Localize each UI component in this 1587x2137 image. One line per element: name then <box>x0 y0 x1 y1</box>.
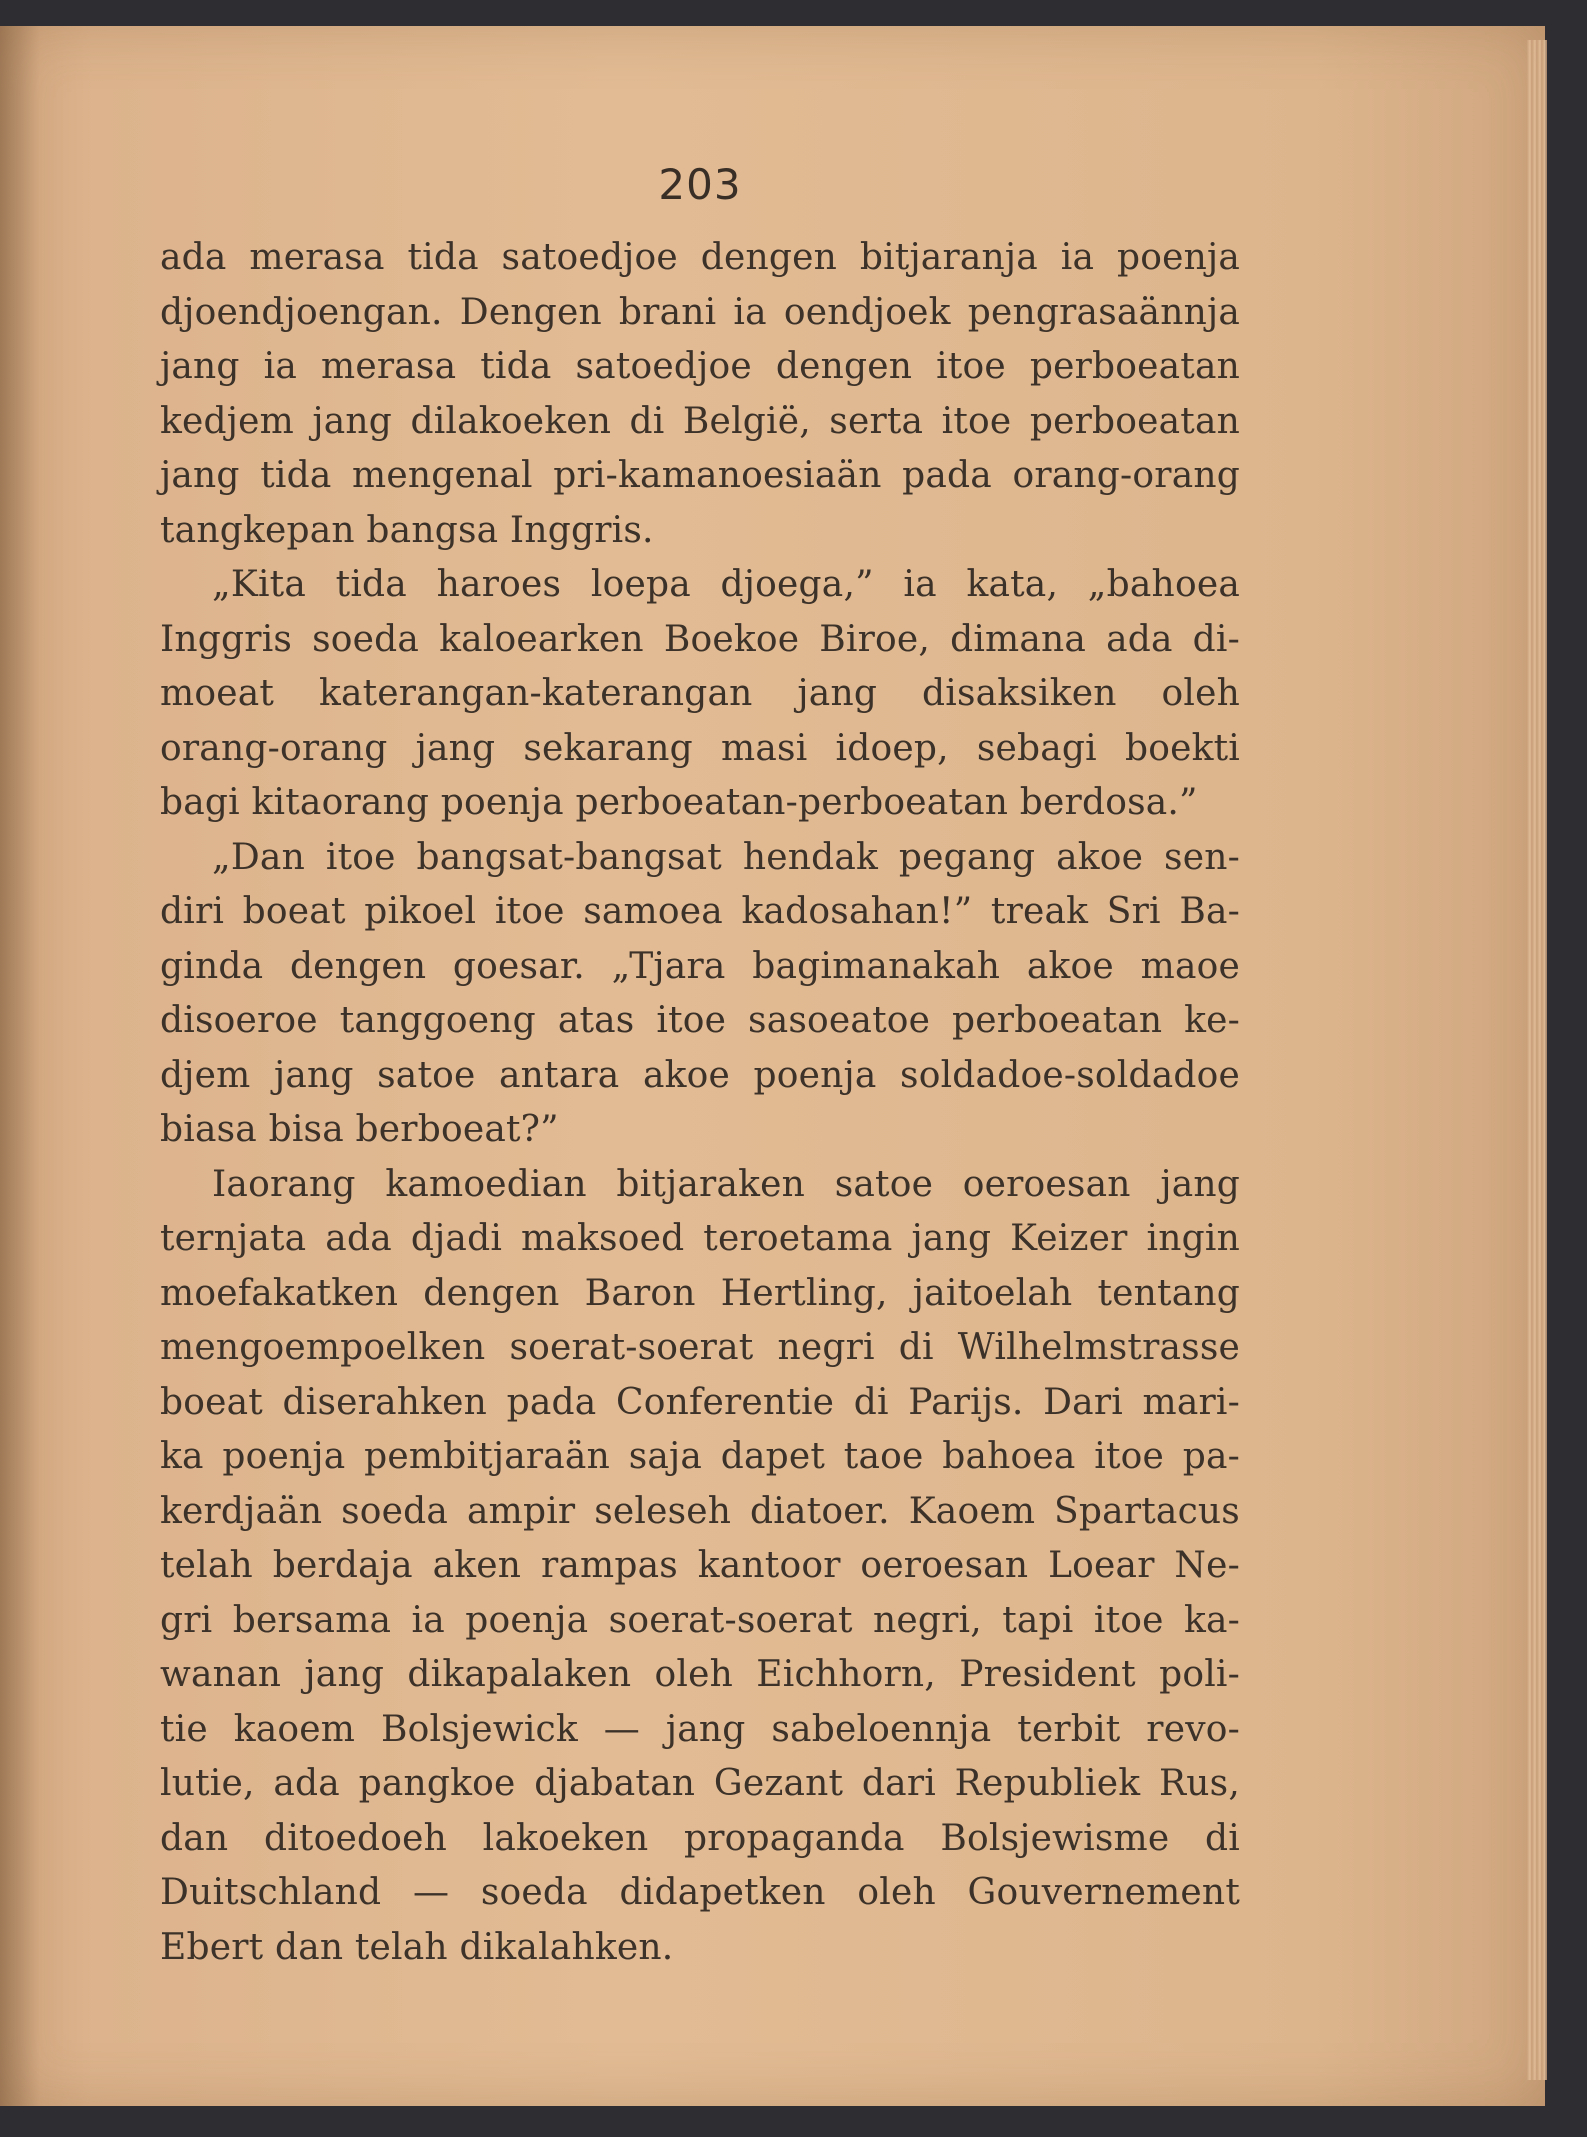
text-line: jang tida mengenal pri-kamanoesiaän pada orang-orang <box>160 455 1240 496</box>
text-block <box>160 160 1240 1975</box>
page-number: 203 <box>658 160 742 209</box>
text-line: „Kita tida haroes loepa djoega,” ia kata, „bahoea <box>212 564 1240 605</box>
text-line: telah berdaja aken rampas kantoor oeroesan Loear Ne- <box>160 1545 1240 1586</box>
text-line: kedjem jang dilakoeken di België, serta itoe perboeatan <box>160 400 1240 442</box>
text-line: diri boeat pikoel itoe samoea kadosahan!” treak Sri Ba- <box>160 891 1240 932</box>
text-line: moefakatken dengen Baron Hertling, jaitoelah tentang <box>160 1272 1240 1314</box>
text-line: ternjata ada djadi maksoed teroetama jang Keizer ingin <box>160 1218 1240 1259</box>
text-line: djoendjoengan. Dengen brani ia oendjoek pengrasaännja <box>160 291 1240 333</box>
text-line: jang ia merasa tida satoedjoe dengen itoe perboeatan <box>160 346 1240 387</box>
body-text <box>160 231 1240 1975</box>
text-line: tie kaoem Bolsjewick — jang sabeloennja terbit revo- <box>160 1708 1240 1750</box>
text-line: kerdjaän soeda ampir seleseh diatoer. Kaoem Spartacus <box>160 1490 1240 1532</box>
text-line: Duitschland — soeda didapetken oleh Gouvernement <box>160 1872 1240 1913</box>
text-line: gri bersama ia poenja soerat-soerat negri, tapi itoe ka- <box>160 1599 1240 1641</box>
text-line: ka poenja pembitjaraän saja dapet taoe bahoea itoe pa- <box>160 1436 1240 1477</box>
text-line: wanan jang dikapalaken oleh Eichhorn, President poli- <box>160 1654 1240 1695</box>
text-line: Iaorang kamoedian bitjaraken satoe oeroesan jang <box>212 1163 1240 1205</box>
text-line: disoeroe tanggoeng atas itoe sasoeatoe perboeatan ke- <box>160 1000 1240 1041</box>
text-line: ginda dengen goesar. „Tjara bagimanakah akoe maoe <box>160 945 1240 987</box>
binding-shadow <box>0 26 40 2106</box>
text-line: Inggris soeda kaloearken Boekoe Biroe, dimana ada di- <box>160 618 1240 660</box>
text-line: mengoempoelken soerat-soerat negri di Wilhelmstrasse <box>160 1327 1240 1368</box>
text-line: „Dan itoe bangsat-bangsat hendak pegang akoe sen- <box>212 836 1240 878</box>
text-line: tangkepan bangsa Inggris. <box>160 509 654 551</box>
text-line: Ebert dan telah dikalahken. <box>160 1926 674 1968</box>
text-line: orang-orang jang sekarang masi idoep, sebagi boekti <box>160 727 1240 769</box>
text-line: moeat katerangan-katerangan jang disaksiken oleh <box>160 673 1240 714</box>
text-line: biasa bisa berboeat?” <box>160 1109 559 1150</box>
text-line: ada merasa tida satoedjoe dengen bitjaranja ia poenja <box>160 237 1240 278</box>
text-line: djem jang satoe antara akoe poenja soldadoe-soldadoe <box>160 1054 1240 1096</box>
text-line: boeat diserahken pada Conferentie di Parijs. Dari mari- <box>160 1381 1240 1423</box>
page-edges <box>1527 40 1547 2080</box>
text-line: dan ditoedoeh lakoeken propaganda Bolsjewisme di <box>160 1817 1240 1859</box>
text-line: bagi kitaorang poenja perboeatan-perboeatan berdosa.” <box>160 782 1198 823</box>
text-line: lutie, ada pangkoe djabatan Gezant dari Republiek Rus, <box>160 1763 1240 1804</box>
